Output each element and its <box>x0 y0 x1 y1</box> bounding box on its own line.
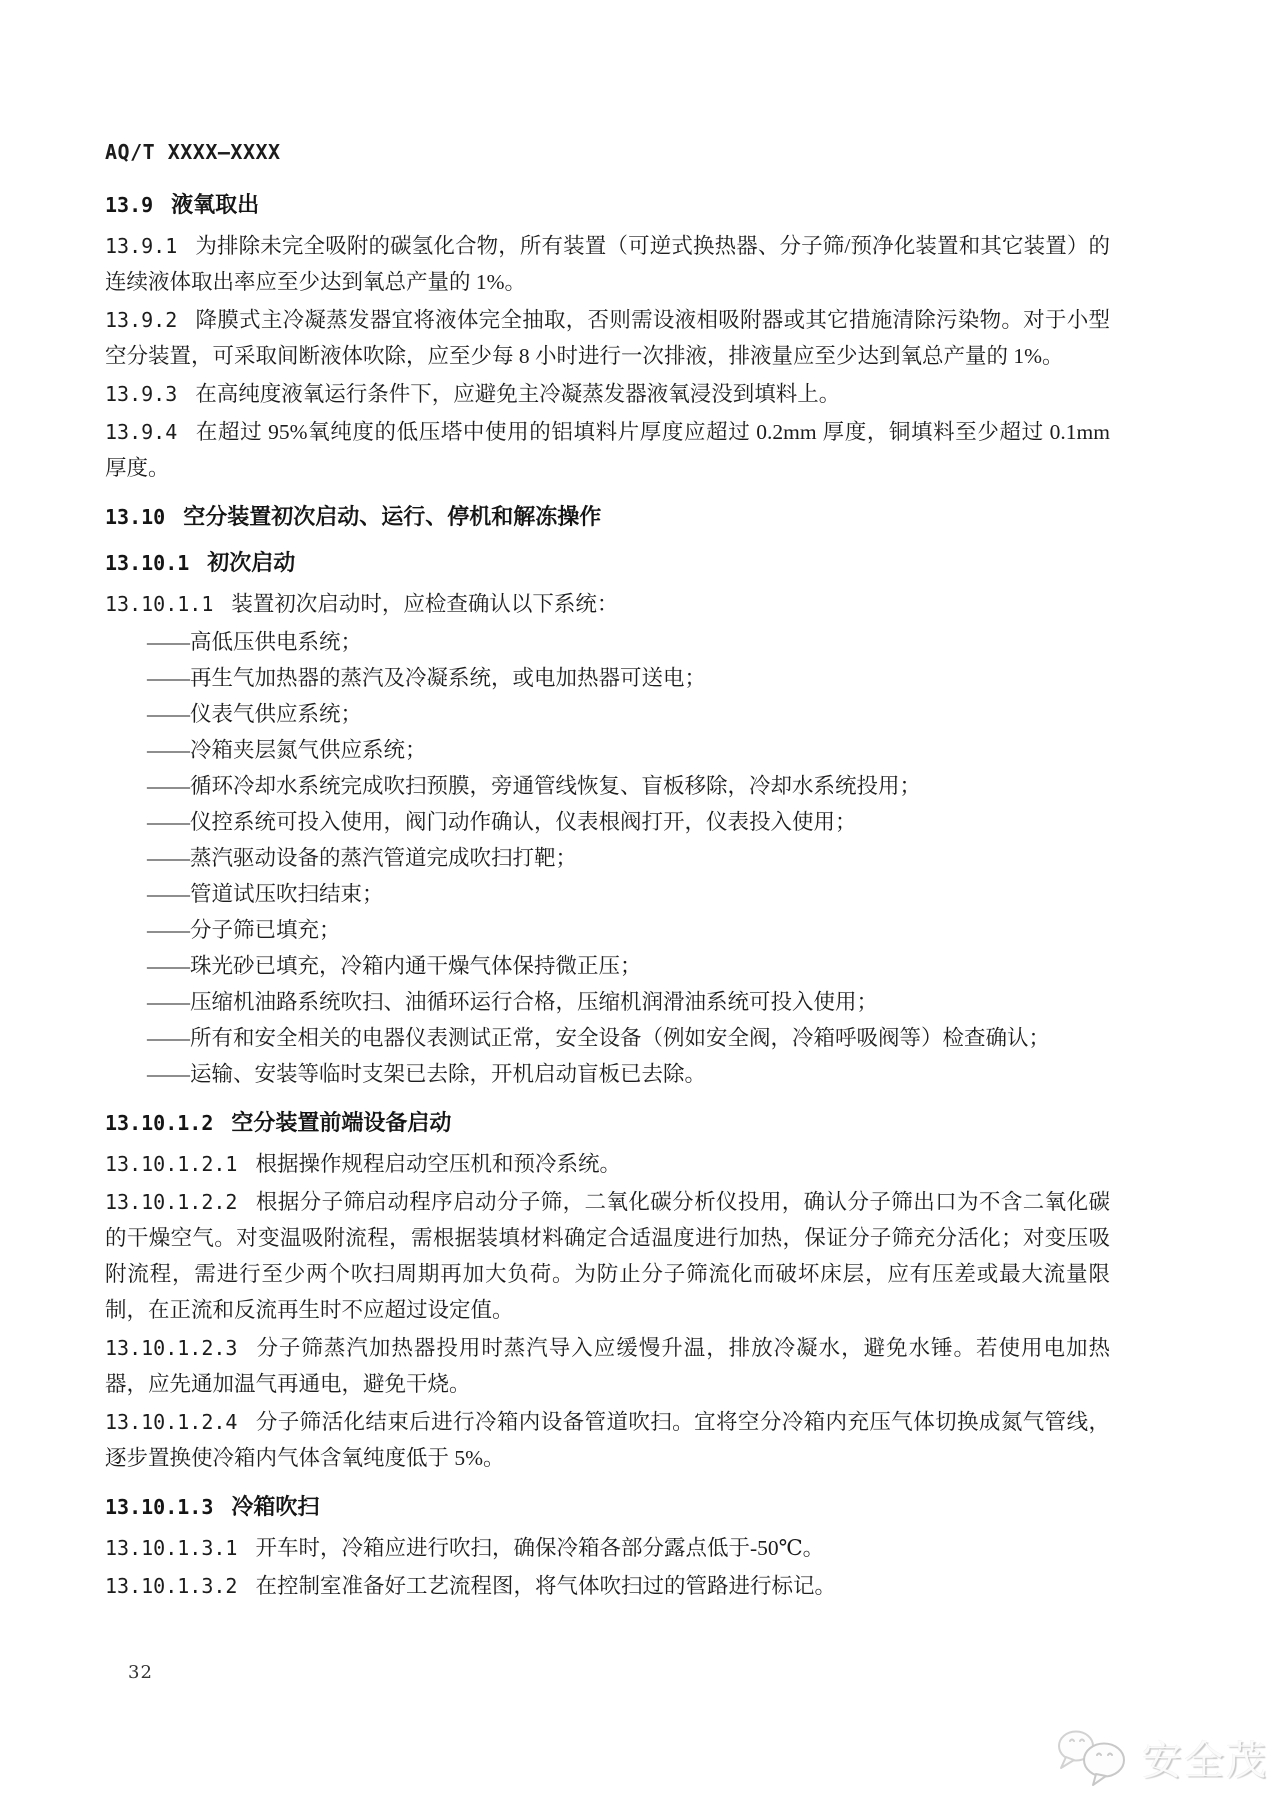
clause-13.10.1.2.3 <box>105 1330 1110 1402</box>
clause-number: 13.10.1.1 <box>105 592 214 616</box>
document-code: AQ/T XXXX—XXXX <box>105 140 281 164</box>
clause-number: 13.10.1.3.2 <box>105 1574 238 1598</box>
list-item: ——所有和安全相关的电器仪表测试正常，安全设备（例如安全阀，冷箱呼吸阀等）检查确认； <box>147 1026 1051 1050</box>
list-item: ——仪控系统可投入使用，阀门动作确认，仪表根阀打开，仪表投入使用； <box>147 810 857 834</box>
list-item: ——仪表气供应系统； <box>147 702 363 726</box>
document-body <box>105 190 1110 1604</box>
list-item: ——珠光砂已填充，冷箱内通干燥气体保持微正压； <box>147 954 642 978</box>
list-item: ——循环冷却水系统完成吹扫预膜，旁通管线恢复、盲板移除，冷却水系统投用； <box>147 774 922 798</box>
clause-number: 13.10.1.2.2 <box>105 1190 238 1214</box>
clause-number: 13.10.1.2.4 <box>105 1410 238 1434</box>
clause-text: 分子筛活化结束后进行冷箱内设备管道吹扫。宜将空分冷箱内充压气体切换成氮气管线，逐步置换使冷箱内气体含氧纯度低于 5%。 <box>105 1410 1110 1470</box>
clause-text: 分子筛蒸汽加热器投用时蒸汽导入应缓慢升温，排放冷凝水，避免水锤。若使用电加热器，应先通加温气再通电，避免干烧。 <box>105 1336 1110 1396</box>
clause-text: 在控制室准备好工艺流程图，将气体吹扫过的管路进行标记。 <box>255 1574 836 1598</box>
list-item: ——蒸汽驱动设备的蒸汽管道完成吹扫打靶； <box>147 846 578 870</box>
clause-text: 为排除未完全吸附的碳氢化合物，所有装置（可逆式换热器、分子筛/预净化装置和其它装置）的连续液体取出率应至少达到氧总产量的 1%。 <box>105 234 1110 294</box>
watermark-text: 安全茂 <box>1142 1738 1268 1783</box>
list-item: ——再生气加热器的蒸汽及冷凝系统，或电加热器可送电； <box>147 666 707 690</box>
clause-13.9.3 <box>105 376 1110 412</box>
clause-number: 13.9.4 <box>105 420 178 444</box>
clause-number: 13.10.1 <box>105 551 190 575</box>
clause-number: 13.10.1.3 <box>105 1495 214 1519</box>
section-heading-13.9 <box>105 190 1110 220</box>
list-item: ——压缩机油路系统吹扫、油循环运行合格，压缩机润滑油系统可投入使用； <box>147 990 879 1014</box>
section-heading-13.10.1.3 <box>105 1492 1110 1522</box>
clause-13.10.1.2.4 <box>105 1404 1110 1476</box>
wechat-icon <box>1052 1726 1134 1788</box>
page-number: 32 <box>128 1662 153 1683</box>
clause-13.10.1.3.2 <box>105 1568 1110 1604</box>
clause-text: 在超过 95%氧纯度的低压塔中使用的铝填料片厚度应超过 0.2mm 厚度，铜填料至少超过 0.1mm 厚度。 <box>105 420 1110 480</box>
clause-title: 空分装置前端设备启动 <box>231 1110 452 1135</box>
list-item: ——运输、安装等临时支架已去除，开机启动盲板已去除。 <box>147 1062 707 1086</box>
clause-number: 13.9.2 <box>105 308 178 332</box>
clause-title: 冷箱吹扫 <box>231 1494 320 1519</box>
clause-13.10.1.2.1 <box>105 1146 1110 1182</box>
clause-text: 开车时，冷箱应进行吹扫，确保冷箱各部分露点低于-50℃。 <box>255 1536 825 1560</box>
clause-number: 13.9 <box>105 193 154 217</box>
clause-13.9.1 <box>105 228 1110 300</box>
clause-text: 在高纯度液氧运行条件下，应避免主冷凝蒸发器液氧浸没到填料上。 <box>195 382 841 406</box>
section-heading-13.10 <box>105 502 1110 532</box>
clause-text: 降膜式主冷凝蒸发器宜将液体完全抽取，否则需设液相吸附器或其它措施清除污染物。对于小型空分装置，可采取间断液体吹除，应至少每 8 小时进行一次排液，排液量应至少达到氧总产量的 1%。 <box>105 308 1110 368</box>
list-item: ——分子筛已填充； <box>147 918 341 942</box>
clause-number: 13.9.3 <box>105 382 178 406</box>
list-item: ——高低压供电系统； <box>147 630 363 654</box>
clause-number: 13.10.1.2 <box>105 1111 214 1135</box>
list-item: ——冷箱夹层氮气供应系统； <box>147 738 427 762</box>
clause-number: 13.9.1 <box>105 234 178 258</box>
clause-number: 13.10.1.2.1 <box>105 1152 238 1176</box>
clause-title: 初次启动 <box>207 550 296 575</box>
clause-title: 液氧取出 <box>171 192 260 217</box>
clause-number: 13.10.1.2.3 <box>105 1336 238 1360</box>
clause-text: 根据操作规程启动空压机和预冷系统。 <box>255 1152 621 1176</box>
clause-title: 空分装置初次启动、运行、停机和解冻操作 <box>183 504 602 529</box>
clause-number: 13.10 <box>105 505 166 529</box>
clause-13.9.2 <box>105 302 1110 374</box>
section-heading-13.10.1 <box>105 548 1110 578</box>
section-heading-13.10.1.2 <box>105 1108 1110 1138</box>
clause-13.10.1.2.2 <box>105 1184 1110 1328</box>
watermark <box>1052 1726 1268 1788</box>
clause-text: 装置初次启动时，应检查确认以下系统： <box>231 592 619 616</box>
list-item: ——管道试压吹扫结束； <box>147 882 384 906</box>
clause-13.9.4 <box>105 414 1110 486</box>
clause-13.10.1.1 <box>105 586 1110 622</box>
clause-13.10.1.3.1 <box>105 1530 1110 1566</box>
clause-text: 根据分子筛启动程序启动分子筛，二氧化碳分析仪投用，确认分子筛出口为不含二氧化碳的干燥空气。对变温吸附流程，需根据装填材料确定合适温度进行加热，保证分子筛充分活化；对变压吸附流程，需进行至少两个吹扫周期再加大负荷。为防止分子筛流化而破坏床层，应有压差或最大流量限制，在正流和反流再生时不应超过设定值。 <box>105 1190 1110 1322</box>
clause-number: 13.10.1.3.1 <box>105 1536 238 1560</box>
